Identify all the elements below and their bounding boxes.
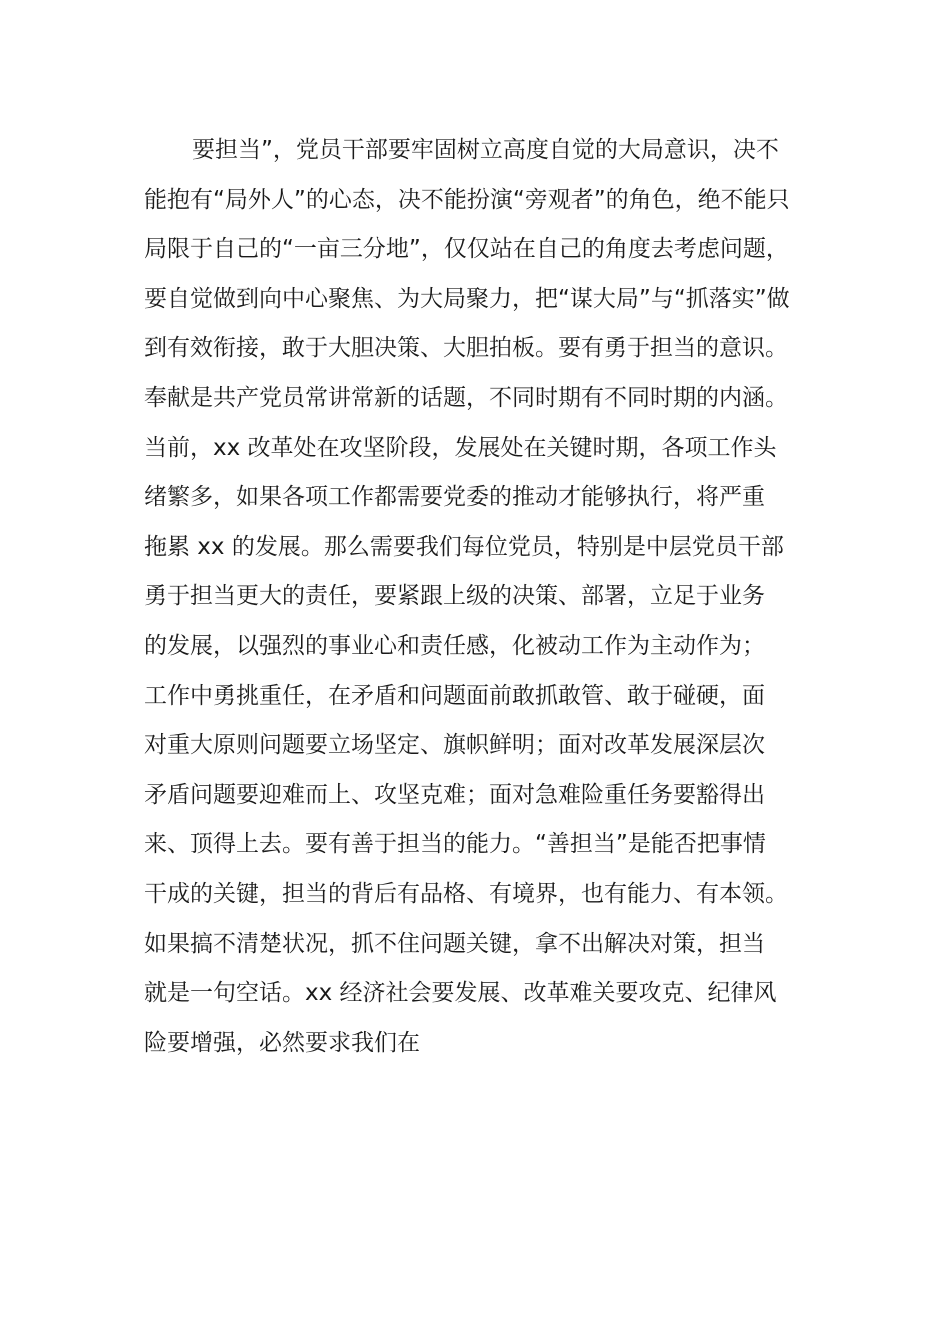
text-line: 如果搞不清楚状况，抓不住问题关键，拿不出解决对策，担当 <box>144 930 765 957</box>
text-line: 要自觉做到向中心聚焦、为大局聚力，把“谋大局”与“抓落实”做 <box>144 285 790 312</box>
text-line: 来、顶得上去。要有善于担当的能力。“善担当”是能否把事情 <box>144 831 766 858</box>
text-line: 奉献是共产党员常讲常新的话题，不同时期有不同时期的内涵。 <box>144 384 788 411</box>
text-line: 拖累 xx 的发展。那么需要我们每位党员，特别是中层党员干部 <box>144 533 784 560</box>
text-line: 能抱有“局外人”的心态，决不能扮演“旁观者”的角色，绝不能只 <box>144 186 790 213</box>
text-line: 绪繁多，如果各项工作都需要党委的推动才能够执行，将严重 <box>144 484 765 511</box>
text-line: 工作中勇挑重任，在矛盾和问题面前敢抓敢管、敢于碰硬，面 <box>144 682 765 709</box>
text-line: 险要增强，必然要求我们在 <box>144 1029 420 1056</box>
text-line: 干成的关键，担当的背后有品格、有境界，也有能力、有本领。 <box>144 880 788 907</box>
text-line: 就是一句空话。xx 经济社会要发展、改革难关要攻克、纪律风 <box>144 980 777 1007</box>
text-line: 矛盾问题要迎难而上、攻坚克难；面对急难险重任务要豁得出 <box>144 781 765 808</box>
text-line: 到有效衔接，敢于大胆决策、大胆拍板。要有勇于担当的意识。 <box>144 335 788 362</box>
text-line: 当前，xx 改革处在攻坚阶段，发展处在关键时期，各项工作头 <box>144 434 777 461</box>
text-line: 的发展，以强烈的事业心和责任感，化被动工作为主动作为； <box>144 632 765 659</box>
body-paragraph <box>144 126 844 1068</box>
text-line: 局限于自己的“一亩三分地”，仅仅站在自己的角度去考虑问题， <box>144 236 789 263</box>
text-line: 勇于担当更大的责任，要紧跟上级的决策、部署，立足于业务 <box>144 583 765 610</box>
text-line: 对重大原则问题要立场坚定、旗帜鲜明；面对改革发展深层次 <box>144 732 765 759</box>
text-line: 要担当”，党员干部要牢固树立高度自觉的大局意识，决不 <box>192 137 779 163</box>
